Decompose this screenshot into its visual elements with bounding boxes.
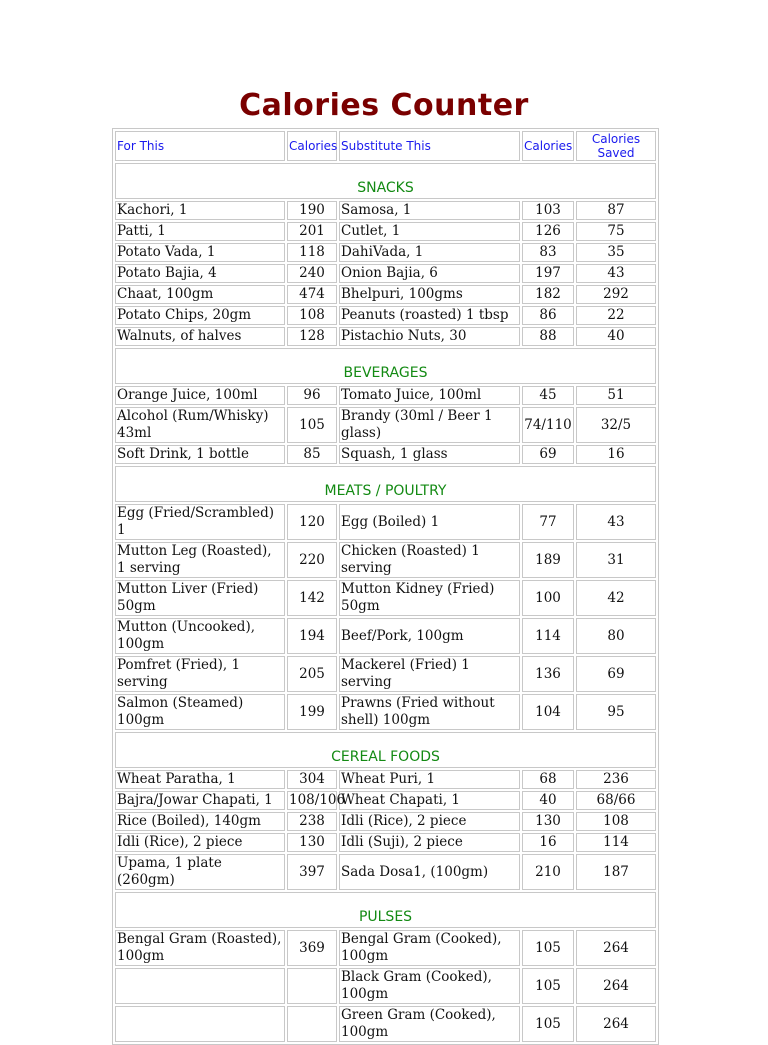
substitute-item: Beef/Pork, 100gm bbox=[339, 618, 520, 654]
food-calories: 240 bbox=[287, 264, 337, 283]
table-row bbox=[115, 791, 656, 810]
substitute-item: Prawns (Fried without shell) 100gm bbox=[339, 694, 520, 730]
table-row bbox=[115, 833, 656, 852]
food-calories: 130 bbox=[287, 833, 337, 852]
food-item: Egg (Fried/Scrambled) 1 bbox=[115, 504, 285, 540]
substitute-item: Idli (Rice), 2 piece bbox=[339, 812, 520, 831]
substitute-calories: 105 bbox=[522, 968, 574, 1004]
calories-saved: 264 bbox=[576, 968, 656, 1004]
substitute-item: Mackerel (Fried) 1 serving bbox=[339, 656, 520, 692]
section-row bbox=[115, 732, 656, 768]
substitute-calories: 45 bbox=[522, 386, 574, 405]
food-item: Mutton Leg (Roasted), 1 serving bbox=[115, 542, 285, 578]
substitute-item: Wheat Chapati, 1 bbox=[339, 791, 520, 810]
calories-saved: 264 bbox=[576, 930, 656, 966]
substitute-calories: 100 bbox=[522, 580, 574, 616]
section-row bbox=[115, 466, 656, 502]
substitute-calories: 88 bbox=[522, 327, 574, 346]
calories-saved: 51 bbox=[576, 386, 656, 405]
page-title: Calories Counter bbox=[239, 88, 529, 123]
calories-saved: 40 bbox=[576, 327, 656, 346]
food-item: Idli (Rice), 2 piece bbox=[115, 833, 285, 852]
calories-saved: 108 bbox=[576, 812, 656, 831]
substitute-item: Green Gram (Cooked), 100gm bbox=[339, 1006, 520, 1042]
substitute-calories: 105 bbox=[522, 1006, 574, 1042]
table-row bbox=[115, 770, 656, 789]
food-calories: 238 bbox=[287, 812, 337, 831]
food-item: Salmon (Steamed) 100gm bbox=[115, 694, 285, 730]
calories-saved: 43 bbox=[576, 504, 656, 540]
food-calories: 474 bbox=[287, 285, 337, 304]
table-row bbox=[115, 264, 656, 283]
food-calories: 201 bbox=[287, 222, 337, 241]
food-item: Potato Bajia, 4 bbox=[115, 264, 285, 283]
table-row bbox=[115, 656, 656, 692]
substitute-item: Onion Bajia, 6 bbox=[339, 264, 520, 283]
calories-saved: 22 bbox=[576, 306, 656, 325]
substitute-calories: 105 bbox=[522, 930, 574, 966]
food-item: Walnuts, of halves bbox=[115, 327, 285, 346]
food-item: Orange Juice, 100ml bbox=[115, 386, 285, 405]
food-item: Alcohol (Rum/Whisky) 43ml bbox=[115, 407, 285, 443]
section-heading: BEVERAGES bbox=[115, 348, 656, 384]
food-item: Mutton (Uncooked), 100gm bbox=[115, 618, 285, 654]
food-calories: 190 bbox=[287, 201, 337, 220]
section-heading: MEATS / POULTRY bbox=[115, 466, 656, 502]
food-calories: 108/106 bbox=[289, 792, 346, 808]
calories-saved: 292 bbox=[576, 285, 656, 304]
substitute-calories: 103 bbox=[522, 201, 574, 220]
substitute-calories: 86 bbox=[522, 306, 574, 325]
substitute-calories: 136 bbox=[522, 656, 574, 692]
food-item: Rice (Boiled), 140gm bbox=[115, 812, 285, 831]
substitute-item: Bhelpuri, 100gms bbox=[339, 285, 520, 304]
substitute-item: DahiVada, 1 bbox=[339, 243, 520, 262]
food-calories: 194 bbox=[287, 618, 337, 654]
substitute-calories: 197 bbox=[522, 264, 574, 283]
food-calories: 128 bbox=[287, 327, 337, 346]
calories-saved: 264 bbox=[576, 1006, 656, 1042]
calories-saved: 68/66 bbox=[576, 791, 656, 810]
table-row bbox=[115, 930, 656, 966]
substitute-calories: 114 bbox=[522, 618, 574, 654]
substitute-item: Egg (Boiled) 1 bbox=[339, 504, 520, 540]
header-calories: Calories bbox=[287, 131, 337, 161]
section-row bbox=[115, 163, 656, 199]
food-calories: 397 bbox=[287, 854, 337, 890]
calories-saved: 236 bbox=[576, 770, 656, 789]
header-substitute-this: Substitute This bbox=[339, 131, 520, 161]
table-row bbox=[115, 306, 656, 325]
section-heading: PULSES bbox=[115, 892, 656, 928]
table-row bbox=[115, 243, 656, 262]
substitute-item: Black Gram (Cooked), 100gm bbox=[339, 968, 520, 1004]
substitute-item: Wheat Puri, 1 bbox=[339, 770, 520, 789]
table-row bbox=[115, 504, 656, 540]
calories-saved: 87 bbox=[576, 201, 656, 220]
substitute-item: Idli (Suji), 2 piece bbox=[339, 833, 520, 852]
substitute-calories: 68 bbox=[522, 770, 574, 789]
table-row bbox=[115, 580, 656, 616]
food-calories: 220 bbox=[287, 542, 337, 578]
substitute-item: Tomato Juice, 100ml bbox=[339, 386, 520, 405]
food-item: Soft Drink, 1 bottle bbox=[115, 445, 285, 464]
calories-saved: 35 bbox=[576, 243, 656, 262]
substitute-calories: 126 bbox=[522, 222, 574, 241]
food-item: Potato Chips, 20gm bbox=[115, 306, 285, 325]
food-calories: 205 bbox=[287, 656, 337, 692]
substitute-item: Bengal Gram (Cooked), 100gm bbox=[339, 930, 520, 966]
table-row bbox=[115, 327, 656, 346]
table-row bbox=[115, 285, 656, 304]
food-item: Mutton Liver (Fried) 50gm bbox=[115, 580, 285, 616]
substitute-item: Sada Dosa1, (100gm) bbox=[339, 854, 520, 890]
table-row bbox=[115, 201, 656, 220]
food-calories: 118 bbox=[287, 243, 337, 262]
substitute-calories: 77 bbox=[522, 504, 574, 540]
food-item bbox=[115, 1006, 285, 1042]
food-item: Wheat Paratha, 1 bbox=[115, 770, 285, 789]
food-item: Kachori, 1 bbox=[115, 201, 285, 220]
calories-saved: 187 bbox=[576, 854, 656, 890]
substitute-calories: 182 bbox=[522, 285, 574, 304]
calories-saved: 32/5 bbox=[576, 407, 656, 443]
table-row bbox=[115, 445, 656, 464]
calories-saved: 69 bbox=[576, 656, 656, 692]
substitute-item: Samosa, 1 bbox=[339, 201, 520, 220]
header-for-this: For This bbox=[115, 131, 285, 161]
calories-saved: 95 bbox=[576, 694, 656, 730]
substitute-calories: 104 bbox=[522, 694, 574, 730]
food-calories bbox=[287, 1006, 337, 1042]
substitute-item: Squash, 1 glass bbox=[339, 445, 520, 464]
calories-saved: 80 bbox=[576, 618, 656, 654]
substitute-item: Brandy (30ml / Beer 1 glass) bbox=[339, 407, 520, 443]
calories-table bbox=[112, 128, 659, 1045]
food-calories: 120 bbox=[287, 504, 337, 540]
section-heading: CEREAL FOODS bbox=[115, 732, 656, 768]
table-row bbox=[115, 407, 656, 443]
table-row bbox=[115, 1006, 656, 1042]
calories-saved: 31 bbox=[576, 542, 656, 578]
calories-saved: 16 bbox=[576, 445, 656, 464]
substitute-item: Mutton Kidney (Fried) 50gm bbox=[339, 580, 520, 616]
food-calories: 108 bbox=[287, 306, 337, 325]
substitute-calories: 40 bbox=[522, 791, 574, 810]
substitute-calories: 74/110 bbox=[522, 407, 574, 443]
substitute-calories: 210 bbox=[522, 854, 574, 890]
section-heading: SNACKS bbox=[115, 163, 656, 199]
section-row bbox=[115, 892, 656, 928]
table-row bbox=[115, 854, 656, 890]
calories-saved: 43 bbox=[576, 264, 656, 283]
food-calories: 304 bbox=[287, 770, 337, 789]
calories-saved: 114 bbox=[576, 833, 656, 852]
header-row bbox=[115, 131, 656, 161]
food-calories: 96 bbox=[287, 386, 337, 405]
section-row bbox=[115, 348, 656, 384]
food-item: Potato Vada, 1 bbox=[115, 243, 285, 262]
food-item: Bengal Gram (Roasted), 100gm bbox=[115, 930, 285, 966]
substitute-calories: 69 bbox=[522, 445, 574, 464]
food-item: Pomfret (Fried), 1 serving bbox=[115, 656, 285, 692]
food-calories: 105 bbox=[287, 407, 337, 443]
table-row bbox=[115, 542, 656, 578]
table-row bbox=[115, 812, 656, 831]
food-item: Bajra/Jowar Chapati, 1 bbox=[115, 791, 285, 810]
substitute-item: Peanuts (roasted) 1 tbsp bbox=[339, 306, 520, 325]
food-item: Upama, 1 plate (260gm) bbox=[115, 854, 285, 890]
food-item: Patti, 1 bbox=[115, 222, 285, 241]
food-calories: 369 bbox=[287, 930, 337, 966]
calories-saved: 42 bbox=[576, 580, 656, 616]
substitute-item: Pistachio Nuts, 30 bbox=[339, 327, 520, 346]
header-calories-saved: Calories Saved bbox=[576, 131, 656, 161]
substitute-calories: 16 bbox=[522, 833, 574, 852]
substitute-item: Cutlet, 1 bbox=[339, 222, 520, 241]
table-row bbox=[115, 222, 656, 241]
substitute-calories: 130 bbox=[522, 812, 574, 831]
substitute-calories: 189 bbox=[522, 542, 574, 578]
food-calories: 85 bbox=[287, 445, 337, 464]
food-calories bbox=[287, 968, 337, 1004]
table-row bbox=[115, 694, 656, 730]
food-item bbox=[115, 968, 285, 1004]
food-calories: 199 bbox=[287, 694, 337, 730]
table-row bbox=[115, 386, 656, 405]
header-calories-substitute: Calories bbox=[522, 131, 574, 161]
substitute-calories: 83 bbox=[522, 243, 574, 262]
table-row bbox=[115, 968, 656, 1004]
substitute-item: Chicken (Roasted) 1 serving bbox=[339, 542, 520, 578]
calories-saved: 75 bbox=[576, 222, 656, 241]
table-row bbox=[115, 618, 656, 654]
food-item: Chaat, 100gm bbox=[115, 285, 285, 304]
food-calories: 142 bbox=[287, 580, 337, 616]
